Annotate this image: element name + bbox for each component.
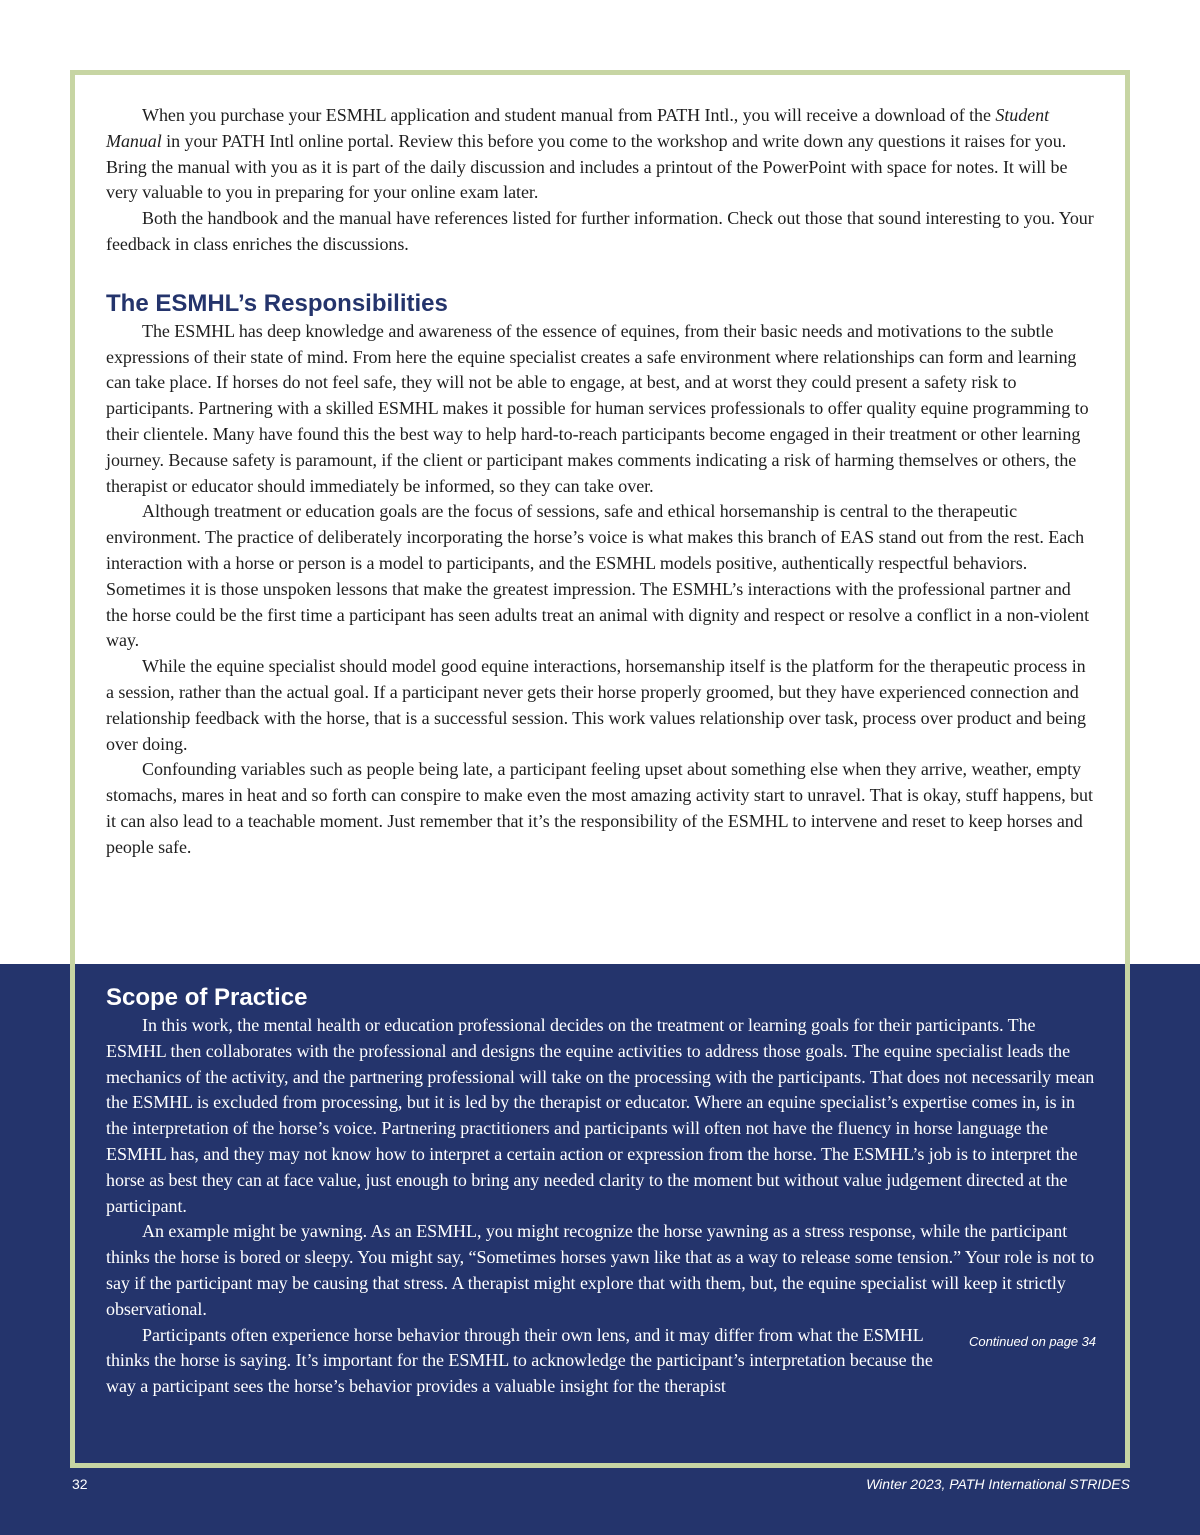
page-number: 32: [72, 1476, 88, 1492]
intro-paragraph-1: [106, 103, 1096, 206]
intro-p1-text-after: in your PATH Intl online portal. Review this before you come to the workshop and write down any questions it raises for you. Bring the manual with you as it is part of the daily discussion and includes a printout of the PowerPoint with space for notes. It will be very valuable to you in preparing for your online exam later.: [106, 130, 1068, 203]
responsibilities-paragraph: The ESMHL has deep knowledge and awareness of the essence of equines, from their basic needs and motivations to the subtle expressions of their state of mind. From here the equine specialist creates a safe environment where relationships can form and learning can take place. If horses do not feel safe, they will not be able to engage, at best, and at worst they could present a safety risk to participants. Partnering with a skilled ESMHL makes it possible for human services professionals to offer quality equine programming to their clientele. Many have found this the best way to help hard-to-reach participants become engaged in their treatment or other learning journey. Because safety is paramount, if the client or participant makes comments indicating a risk of harming themselves or others, the therapist or educator should immediately be informed, so they can take over.: [106, 320, 1089, 496]
intro-and-responsibilities: [106, 103, 1096, 861]
publication-credit: Winter 2023, PATH International STRIDES: [866, 1476, 1130, 1492]
student-manual-title: Student Manual: [106, 105, 1050, 151]
scope-of-practice-section: [106, 983, 1096, 1400]
intro-paragraph-2: Both the handbook and the manual have references listed for further information. Check out those that sound interesting to you. Your feedback in class enriches the discussions.: [106, 208, 1094, 254]
scope-paragraph-1: In this work, the mental health or education professional decides on the treatment or learning goals for their participants. The ESMHL then collaborates with the professional and designs the equine activities to address those goals. The equine specialist leads the mechanics of the activity, and the partnering professional will take on the processing with the participants. That does not necessarily mean the ESMHL is excluded from processing, but it is led by the therapist or educator. Where an equine specialist’s expertise comes in, is in the interpretation of the horse’s voice. Partnering practitioners and participants will often not have the fluency in horse language the ESMHL has, and they may not know how to interpret a certain action or expression from the horse. The ESMHL’s job is to interpret the horse as best they can at face value, just enough to bring any needed clarity to the moment but without value judgement directed at the participant.: [106, 1015, 1095, 1216]
responsibilities-paragraph: Although treatment or education goals are the focus of sessions, safe and ethical horsemanship is central to the therapeutic environment. The practice of deliberately incorporating the horse’s voice is what makes this branch of EAS stand out from the rest. Each interaction with a horse or person is a model to participants, and the ESMHL models positive, authentically respectful behaviors. Sometimes it is those unspoken lessons that make the greatest impression. The ESMHL’s interactions with the professional partner and the horse could be the first time a participant has seen adults treat an animal with dignity and respect or resolve a conflict in a non-violent way.: [106, 501, 1090, 651]
scope-paragraph-3-text: Participants often experience horse behavior through their own lens, and it may differ from what the ESMHL thinks the horse is saying. It’s important for the ESMHL to acknowledge the participant’s interpretation because the way a participant sees the horse’s behavior provides a valuable insight for the therapist: [106, 1324, 933, 1397]
scope-paragraph-3: [106, 1323, 1096, 1400]
responsibilities-paragraph: While the equine specialist should model good equine interactions, horsemanship itself is the platform for the therapeutic process in a session, rather than the actual goal. If a participant never gets their horse properly groomed, but they have experienced connection and relationship feedback with the horse, that is a successful session. This work values relationship over task, process over product and being over doing.: [106, 656, 1086, 754]
responsibilities-heading: The ESMHL’s Responsibilities: [106, 289, 448, 317]
scope-heading: Scope of Practice: [106, 984, 308, 1011]
responsibilities-paragraph: Confounding variables such as people being late, a participant feeling upset about something else when they arrive, weather, empty stomachs, mares in heat and so forth can conspire to make even the most amazing activity start to unravel. That is okay, stuff happens, but it can also lead to a teachable moment. Just remember that it’s the responsibility of the ESMHL to intervene and reset to keep horses and people safe.: [106, 759, 1093, 857]
intro-p1-text-before: When you purchase your ESMHL application and student manual from PATH Intl., you will receive a download of the: [142, 105, 996, 125]
continued-on-page-note: Continued on page 34: [969, 1333, 1096, 1349]
scope-paragraph-2: An example might be yawning. As an ESMHL, you might recognize the horse yawning as a stress response, while the participant thinks the horse is bored or sleepy. You might say, “Sometimes horses yawn like that as a way to release some tension.” Your role is not to say if the participant may be causing that stress. A therapist might explore that with them, but, the equine specialist will keep it strictly observational.: [106, 1221, 1095, 1319]
